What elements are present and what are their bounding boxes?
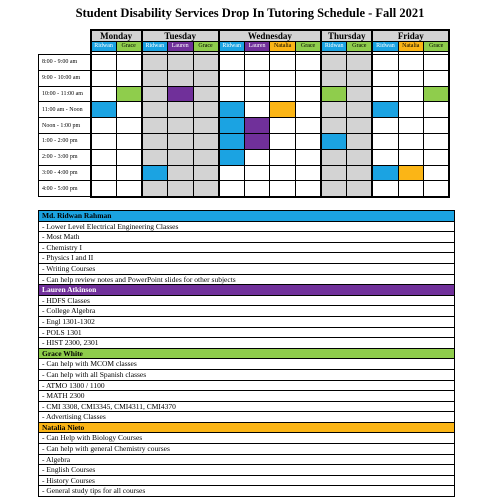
schedule-cell: [270, 118, 296, 134]
schedule-cell: [424, 55, 450, 71]
subject-item: - Algebra: [39, 454, 455, 465]
tutor-header-natalia: Natalia: [398, 42, 424, 52]
schedule-cell: [321, 70, 347, 86]
schedule-cell: [167, 133, 193, 149]
schedule-cell: [219, 70, 245, 86]
schedule-cell: [142, 133, 168, 149]
subject-row: [39, 327, 455, 338]
tutor-name: Grace White: [39, 348, 455, 359]
tutor-header-grace: Grace: [347, 42, 373, 52]
schedule-cell: [270, 181, 296, 197]
schedule-cell: [244, 149, 270, 165]
schedule-cell: [424, 118, 450, 134]
schedule-cell: [321, 165, 347, 181]
schedule-cell: [296, 102, 322, 118]
schedule-cell: [347, 133, 373, 149]
tutor-header-ridwan: Ridwan: [91, 42, 117, 52]
subject-row: [39, 454, 455, 465]
schedule-cell: [91, 133, 117, 149]
schedule-cell: [219, 165, 245, 181]
schedule-cell: [424, 181, 450, 197]
subject-item: - Engl 1301-1302: [39, 316, 455, 327]
tutor-header-natalia: Natalia: [270, 42, 296, 52]
subject-item: - Advertising Classes: [39, 412, 455, 423]
schedule-cell-natalia: [270, 102, 296, 118]
day-header-row: [39, 30, 450, 42]
tutor-header-ridwan: Ridwan: [219, 42, 245, 52]
schedule-cell: [193, 70, 219, 86]
schedule-cell: [347, 86, 373, 102]
schedule-cell: [244, 102, 270, 118]
schedule-cell: [321, 181, 347, 197]
schedule-cell-lauren: [244, 133, 270, 149]
schedule-cell: [167, 70, 193, 86]
time-slot-label: 3:00 - 4:00 pm: [39, 165, 91, 181]
schedule-cell: [193, 181, 219, 197]
schedule-cell-ridwan: [219, 118, 245, 134]
subject-row: [39, 263, 455, 274]
day-header-wednesday: Wednesday: [219, 30, 322, 42]
schedule-cell: [142, 118, 168, 134]
schedule-cell: [296, 70, 322, 86]
schedule-cell: [91, 149, 117, 165]
tutor-subjects-table: [38, 210, 455, 497]
subject-item: - College Algebra: [39, 306, 455, 317]
time-slot-label: 9:00 - 10:00 am: [39, 70, 91, 86]
schedule-cell: [116, 165, 142, 181]
subject-row: [39, 369, 455, 380]
schedule-cell: [244, 181, 270, 197]
schedule-cell: [372, 181, 398, 197]
schedule-cell: [91, 55, 117, 71]
schedule-cell: [296, 86, 322, 102]
subject-item: - CMI 3308, CMI3345, CMI4311, CMI4370: [39, 401, 455, 412]
time-slot-row: [39, 70, 450, 86]
tutor-section-header: [39, 348, 455, 359]
schedule-cell: [296, 149, 322, 165]
subject-item: - English Courses: [39, 465, 455, 476]
schedule-cell: [116, 70, 142, 86]
schedule-cell: [398, 86, 424, 102]
subject-row: [39, 486, 455, 497]
subject-row: [39, 295, 455, 306]
subject-row: [39, 242, 455, 253]
subject-row: [39, 465, 455, 476]
schedule-cell: [219, 181, 245, 197]
schedule-cell-ridwan: [321, 133, 347, 149]
schedule-cell: [142, 55, 168, 71]
subject-row: [39, 232, 455, 243]
time-slot-label: 11:00 am - Noon: [39, 102, 91, 118]
subject-item: - Can Help with Biology Courses: [39, 433, 455, 444]
subject-item: - ATMO 1300 / 1100: [39, 380, 455, 391]
schedule-cell: [193, 165, 219, 181]
schedule-cell: [91, 70, 117, 86]
subject-row: [39, 274, 455, 285]
time-slot-label: Noon - 1:00 pm: [39, 118, 91, 134]
schedule-cell: [296, 181, 322, 197]
schedule-cell: [142, 70, 168, 86]
tutor-header-row: [39, 42, 450, 52]
schedule-cell: [244, 165, 270, 181]
day-header-thursday: Thursday: [321, 30, 372, 42]
schedule-cell: [424, 133, 450, 149]
time-slot-label: 4:00 - 5:00 pm: [39, 181, 91, 197]
schedule-cell: [193, 118, 219, 134]
schedule-cell: [296, 55, 322, 71]
schedule-table: [38, 29, 450, 198]
time-slot-row: [39, 118, 450, 134]
schedule-cell: [167, 102, 193, 118]
subject-row: [39, 359, 455, 370]
schedule-cell: [398, 181, 424, 197]
corner-cell: [39, 42, 91, 52]
schedule-cell: [193, 133, 219, 149]
subject-row: [39, 253, 455, 264]
schedule-cell: [347, 149, 373, 165]
time-slot-row: [39, 102, 450, 118]
schedule-cell-ridwan: [219, 133, 245, 149]
time-slot-label: 2:00 - 3:00 pm: [39, 149, 91, 165]
schedule-cell: [372, 118, 398, 134]
schedule-cell: [296, 118, 322, 134]
schedule-cell-ridwan: [219, 149, 245, 165]
subject-row: [39, 316, 455, 327]
time-slot-label: 8:00 - 9:00 am: [39, 55, 91, 71]
tutor-section-header: [39, 422, 455, 433]
subject-row: [39, 391, 455, 402]
schedule-cell: [91, 118, 117, 134]
schedule-cell: [193, 55, 219, 71]
schedule-cell: [142, 149, 168, 165]
subject-item: - MATH 2300: [39, 391, 455, 402]
schedule-cell-ridwan: [219, 102, 245, 118]
schedule-cell: [347, 118, 373, 134]
schedule-cell: [270, 149, 296, 165]
schedule-cell: [219, 86, 245, 102]
schedule-cell: [167, 149, 193, 165]
tutor-header-ridwan: Ridwan: [372, 42, 398, 52]
schedule-cell: [321, 102, 347, 118]
tutor-header-lauren: Lauren: [167, 42, 193, 52]
subject-item: - POLS 1301: [39, 327, 455, 338]
time-slot-row: [39, 133, 450, 149]
schedule-cell-ridwan: [372, 165, 398, 181]
day-header-friday: Friday: [372, 30, 449, 42]
schedule-cell: [321, 55, 347, 71]
schedule-cell: [193, 149, 219, 165]
schedule-cell: [424, 70, 450, 86]
schedule-cell: [91, 165, 117, 181]
subject-item: - Physics I and II: [39, 253, 455, 264]
schedule-cell: [347, 102, 373, 118]
day-header-tuesday: Tuesday: [142, 30, 219, 42]
subject-row: [39, 433, 455, 444]
schedule-cell: [296, 165, 322, 181]
schedule-cell: [372, 55, 398, 71]
tutor-header-lauren: Lauren: [244, 42, 270, 52]
subject-row: [39, 444, 455, 455]
subject-item: - Can help with general Chemistry courses: [39, 444, 455, 455]
schedule-cell: [398, 149, 424, 165]
tutor-header-ridwan: Ridwan: [142, 42, 168, 52]
day-header-monday: Monday: [91, 30, 142, 42]
schedule-cell-ridwan: [91, 102, 117, 118]
subject-item: - Chemistry I: [39, 242, 455, 253]
schedule-cell: [398, 70, 424, 86]
schedule-cell: [296, 133, 322, 149]
tutor-name: Lauren Atkinson: [39, 285, 455, 296]
time-slot-row: [39, 55, 450, 71]
subject-item: - Can help review notes and PowerPoint slides for other subjects: [39, 274, 455, 285]
schedule-cell: [142, 86, 168, 102]
tutor-header-grace: Grace: [193, 42, 219, 52]
schedule-cell: [347, 70, 373, 86]
schedule-cell: [398, 133, 424, 149]
schedule-cell: [91, 86, 117, 102]
subject-item: - Most Math: [39, 232, 455, 243]
schedule-cell: [321, 149, 347, 165]
schedule-cell: [270, 165, 296, 181]
schedule-cell: [244, 55, 270, 71]
schedule-cell: [398, 55, 424, 71]
schedule-cell: [167, 181, 193, 197]
subject-item: - HIST 2300, 2301: [39, 338, 455, 349]
tutor-section-header: [39, 285, 455, 296]
subject-row: [39, 221, 455, 232]
subject-item: - Can help with MCOM classes: [39, 359, 455, 370]
subject-row: [39, 401, 455, 412]
schedule-cell: [372, 86, 398, 102]
schedule-cell: [270, 86, 296, 102]
schedule-cell: [372, 133, 398, 149]
schedule-cell: [167, 55, 193, 71]
schedule-cell: [116, 118, 142, 134]
subject-row: [39, 306, 455, 317]
schedule-cell: [424, 165, 450, 181]
tutor-section-header: [39, 211, 455, 222]
schedule-cell: [116, 133, 142, 149]
schedule-cell: [91, 181, 117, 197]
schedule-cell-natalia: [398, 165, 424, 181]
corner-cell: [39, 30, 91, 42]
subject-row: [39, 380, 455, 391]
schedule-cell-lauren: [244, 118, 270, 134]
tutor-name: Md. Ridwan Rahman: [39, 211, 455, 222]
time-slot-label: 10:00 - 11:00 am: [39, 86, 91, 102]
tutor-header-ridwan: Ridwan: [321, 42, 347, 52]
schedule-cell: [193, 102, 219, 118]
subject-item: - HDFS Classes: [39, 295, 455, 306]
schedule-cell: [219, 55, 245, 71]
schedule-cell: [244, 70, 270, 86]
time-slot-row: [39, 86, 450, 102]
schedule-cell-lauren: [167, 86, 193, 102]
schedule-cell: [321, 118, 347, 134]
subject-item: - History Courses: [39, 475, 455, 486]
tutor-name: Natalia Nieto: [39, 422, 455, 433]
subject-item: - General study tips for all courses: [39, 486, 455, 497]
schedule-cell: [398, 118, 424, 134]
schedule-cell: [142, 181, 168, 197]
schedule-cell-grace: [321, 86, 347, 102]
schedule-cell: [372, 149, 398, 165]
schedule-cell: [116, 55, 142, 71]
tutor-header-grace: Grace: [424, 42, 450, 52]
schedule-cell: [424, 149, 450, 165]
subject-item: - Writing Courses: [39, 263, 455, 274]
schedule-cell: [193, 86, 219, 102]
schedule-cell-grace: [424, 86, 450, 102]
schedule-cell: [347, 181, 373, 197]
schedule-cell-grace: [116, 86, 142, 102]
schedule-cell: [244, 86, 270, 102]
subject-row: [39, 475, 455, 486]
schedule-cell: [270, 55, 296, 71]
schedule-cell: [398, 102, 424, 118]
tutor-header-grace: Grace: [296, 42, 322, 52]
tutor-header-grace: Grace: [116, 42, 142, 52]
schedule-cell: [270, 133, 296, 149]
subject-row: [39, 412, 455, 423]
subject-row: [39, 338, 455, 349]
subject-item: - Can help with all Spanish classes: [39, 369, 455, 380]
page-title: Student Disability Services Drop In Tutoring Schedule - Fall 2021: [75, 6, 425, 20]
time-slot-row: [39, 149, 450, 165]
schedule-cell: [372, 70, 398, 86]
schedule-cell: [424, 102, 450, 118]
schedule-cell-ridwan: [142, 165, 168, 181]
schedule-cell: [347, 165, 373, 181]
schedule-cell-ridwan: [372, 102, 398, 118]
time-slot-label: 1:00 - 2:00 pm: [39, 133, 91, 149]
schedule-cell: [270, 70, 296, 86]
subject-item: - Lower Level Electrical Engineering Classes: [39, 221, 455, 232]
schedule-cell: [142, 102, 168, 118]
schedule-cell: [167, 118, 193, 134]
schedule-cell: [116, 102, 142, 118]
time-slot-row: [39, 165, 450, 181]
schedule-cell: [347, 55, 373, 71]
time-slot-row: [39, 181, 450, 197]
schedule-cell: [116, 181, 142, 197]
schedule-cell: [167, 165, 193, 181]
schedule-cell: [116, 149, 142, 165]
